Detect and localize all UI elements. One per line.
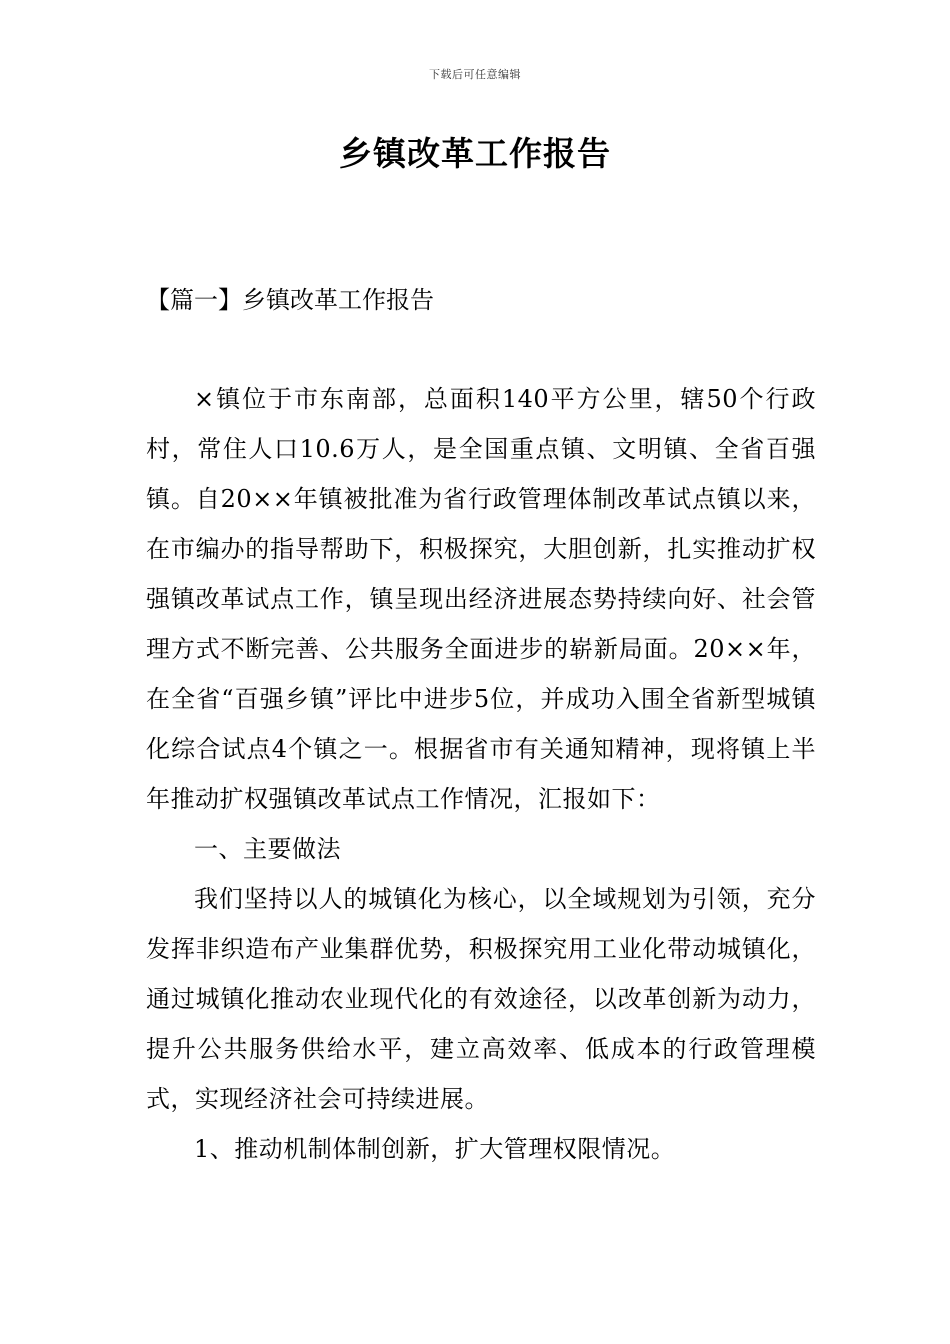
header-note: 下载后可任意编辑 (429, 68, 521, 81)
paragraph-approach: 我们坚持以人的城镇化为核心，以全域规划为引领，充分发挥非织造布产业集群优势，积极探究用工业化带动城镇化，通过城镇化推动农业现代化的有效途径，以改革创新为动力，提升公共服务供给水平，建立高效率、低成本的行政管理模式，实现经济社会可持续进展。 (146, 885, 816, 1113)
document-title: 乡镇改革工作报告 (339, 134, 611, 173)
section-heading: 【篇一】乡镇改革工作报告 (146, 286, 434, 314)
document-body (146, 374, 816, 1174)
paragraph-subheading: 一、主要做法 (194, 835, 341, 863)
paragraph-item-1: 1、推动机制体制创新，扩大管理权限情况。 (194, 1135, 676, 1163)
paragraph-intro: ×镇位于市东南部，总面积140平方公里，辖50个行政村，常住人口10.6万人，是全国重点镇、文明镇、全省百强镇。自20××年镇被批准为省行政管理体制改革试点镇以来，在市编办的指导帮助下，积极探究，大胆创新，扎实推动扩权强镇改革试点工作，镇呈现出经济进展态势持续向好、社会管理方式不断完善、公共服务全面进步的崭新局面。20××年，在全省“百强乡镇”评比中进步5位，并成功入围全省新型城镇化综合试点4个镇之一。根据省市有关通知精神，现将镇上半年推动扩权强镇改革试点工作情况，汇报如下： (146, 385, 816, 813)
